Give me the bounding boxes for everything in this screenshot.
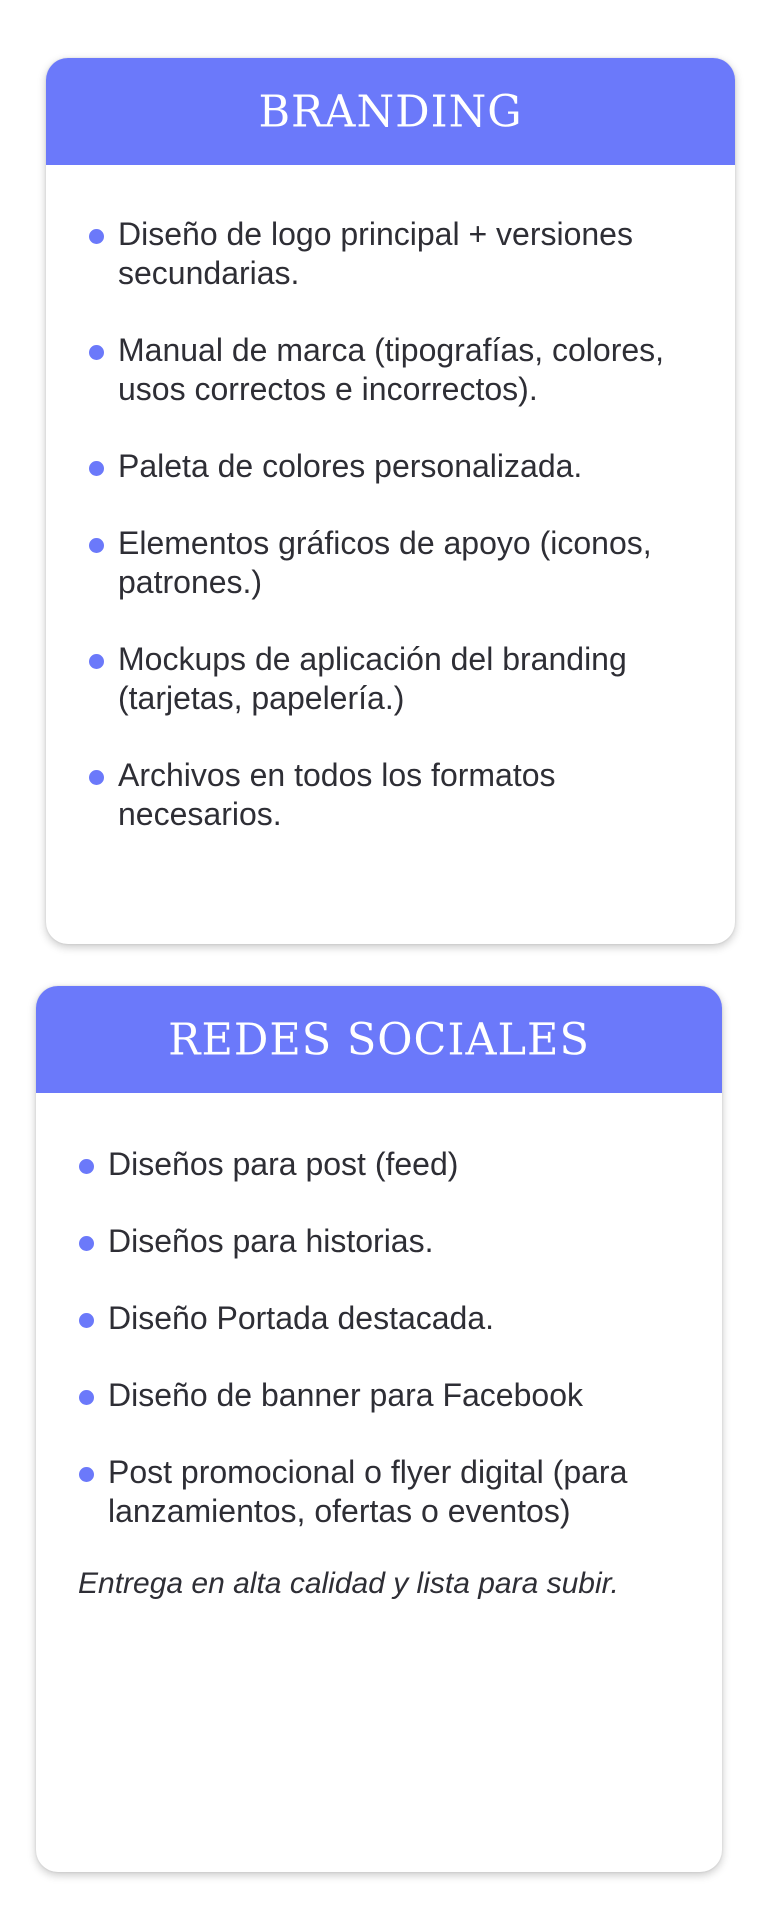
list-item-text: Elementos gráficos de apoyo (iconos, patrones.) [118,525,652,600]
delivery-note: Entrega en alta calidad y lista para subir. [78,1567,619,1600]
list-item-text: Archivos en todos los formatos necesarios. [118,757,556,832]
branding-title: BRANDING [258,86,523,137]
bullet-dot [79,1159,94,1174]
bullet-dot [89,654,104,669]
branding-list [46,215,735,834]
bullet-dot [89,345,104,360]
list-item-text: Post promocional o flyer digital (para lanzamientos, ofertas o eventos) [108,1454,628,1529]
list-item [36,1453,722,1531]
redes-sociales-body [36,1093,722,1603]
list-item-text: Diseños para post (feed) [108,1146,459,1182]
branding-card [46,58,735,944]
list-item [36,1376,722,1415]
list-item-text: Mockups de aplicación del branding (tarjetas, papelería.) [118,641,627,716]
list-item [36,1145,722,1184]
redes-sociales-card [36,986,722,1872]
redes-sociales-list [36,1145,722,1531]
bullet-dot [79,1390,94,1405]
branding-body [46,165,735,834]
list-item-text: Diseño de banner para Facebook [108,1377,583,1413]
list-item [36,1222,722,1261]
list-item [46,756,735,834]
list-item [46,524,735,602]
bullet-dot [89,229,104,244]
bullet-dot [79,1236,94,1251]
list-item-text: Diseño Portada destacada. [108,1300,495,1336]
list-item [46,640,735,718]
bullet-dot [79,1313,94,1328]
list-item-text: Diseños para historias. [108,1223,434,1259]
list-item [36,1299,722,1338]
list-item-text: Diseño de logo principal + versiones secundarias. [118,216,633,291]
bullet-dot [89,538,104,553]
list-item-text: Paleta de colores personalizada. [118,448,583,484]
branding-header [46,58,735,165]
bullet-dot [79,1467,94,1482]
list-item [46,331,735,409]
bullet-dot [89,461,104,476]
list-item-text: Manual de marca (tipografías, colores, usos correctos e incorrectos). [118,332,665,407]
redes-sociales-title: REDES SOCIALES [168,1014,590,1065]
bullet-dot [89,770,104,785]
redes-sociales-header [36,986,722,1093]
list-item [46,447,735,486]
list-item [46,215,735,293]
